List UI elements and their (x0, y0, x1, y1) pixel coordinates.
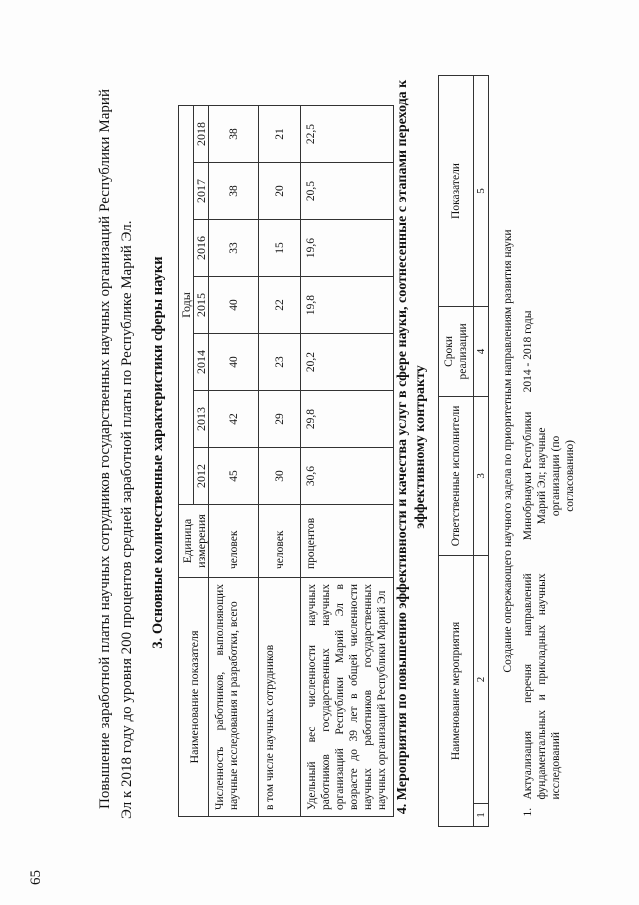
indicator-name: в том числе научных сотрудников (259, 578, 301, 817)
value-cell: 23 (259, 334, 301, 391)
table-row (209, 106, 259, 817)
row-number: 1. (522, 807, 534, 817)
measures-table (438, 75, 577, 827)
section-4-title: 4. Мероприятия по повышению эффективности и качества услуг в сфере науки, соотнесенные с этапами перехода к эффективному контракту (395, 79, 428, 815)
header-years: Годы (179, 106, 194, 505)
value-cell: 40 (209, 334, 259, 391)
value-cell: 19,8 (301, 277, 394, 334)
header-year: 2012 (194, 448, 209, 505)
characteristics-table (178, 105, 394, 817)
indicator-name: Численность работников, выполняющих научные исследования и разработки, всего (209, 578, 259, 817)
value-cell: 29,8 (301, 391, 394, 448)
measure-executors: Минобрнауки Республики Марий Эл; научные организации (по согласованию) (522, 411, 576, 541)
value-cell: 38 (209, 163, 259, 220)
header-year: 2014 (194, 334, 209, 391)
table-row (301, 106, 394, 817)
header-period: Сроки реализации (439, 307, 474, 397)
measure-name: Актуализация перечня направлений фундаментальных и прикладных научных исследований (522, 573, 562, 800)
value-cell: 38 (209, 106, 259, 163)
table-row (259, 106, 301, 817)
header-year: 2018 (194, 106, 209, 163)
column-number: 5 (474, 76, 489, 307)
column-number: 2 (474, 555, 489, 803)
value-cell: 20,2 (301, 334, 394, 391)
value-cell: 21 (259, 106, 301, 163)
header-year: 2017 (194, 163, 209, 220)
header-indicators: Показатели (439, 76, 474, 307)
table-row (517, 76, 577, 827)
value-cell: 42 (209, 391, 259, 448)
indicator-unit: процентов (301, 505, 394, 578)
column-number: 4 (474, 307, 489, 397)
value-cell: 20 (259, 163, 301, 220)
value-cell: 29 (259, 391, 301, 448)
measure-period: 2014 - 2018 годы (522, 310, 534, 393)
header-unit: Единица измерения (179, 505, 209, 578)
header-executors: Ответственные исполнители (439, 396, 474, 555)
column-number: 3 (474, 396, 489, 555)
indicator-name: Удельный вес численности научных работников государственных научных организаций Республики Марий Эл в возрасте до 39 лет в общей численности научных работников государственных научных организаций Республики Марий Эл (301, 578, 394, 817)
header-indicator-name: Наименование показателя (179, 578, 209, 817)
value-cell: 19,6 (301, 220, 394, 277)
header-year: 2013 (194, 391, 209, 448)
value-cell: 30,6 (301, 448, 394, 505)
header-year: 2016 (194, 220, 209, 277)
value-cell: 33 (209, 220, 259, 277)
intro-paragraph: Повышение заработной платы научных сотрудников государственных научных организаций Республики Марий Эл к 2018 году до уровня 200 процентов средней заработной платы по Республике Марий Эл. (97, 89, 135, 819)
indicator-unit: человек (209, 505, 259, 578)
subsection-title: Создание опережающего научного задела по приоритетным направлениям развития науки (502, 229, 514, 673)
value-cell: 40 (209, 277, 259, 334)
column-number: 1 (474, 804, 489, 827)
section-3-title: 3. Основные количественные характеристики сферы науки (150, 256, 166, 649)
value-cell: 45 (209, 448, 259, 505)
value-cell: 15 (259, 220, 301, 277)
header-measure-name: Наименование мероприятия (439, 555, 474, 826)
value-cell: 30 (259, 448, 301, 505)
indicator-unit: человек (259, 505, 301, 578)
measure-indicators (517, 76, 577, 307)
value-cell: 20,5 (301, 163, 394, 220)
value-cell: 22,5 (301, 106, 394, 163)
header-year: 2015 (194, 277, 209, 334)
value-cell: 22 (259, 277, 301, 334)
page-number: 65 (28, 870, 44, 885)
